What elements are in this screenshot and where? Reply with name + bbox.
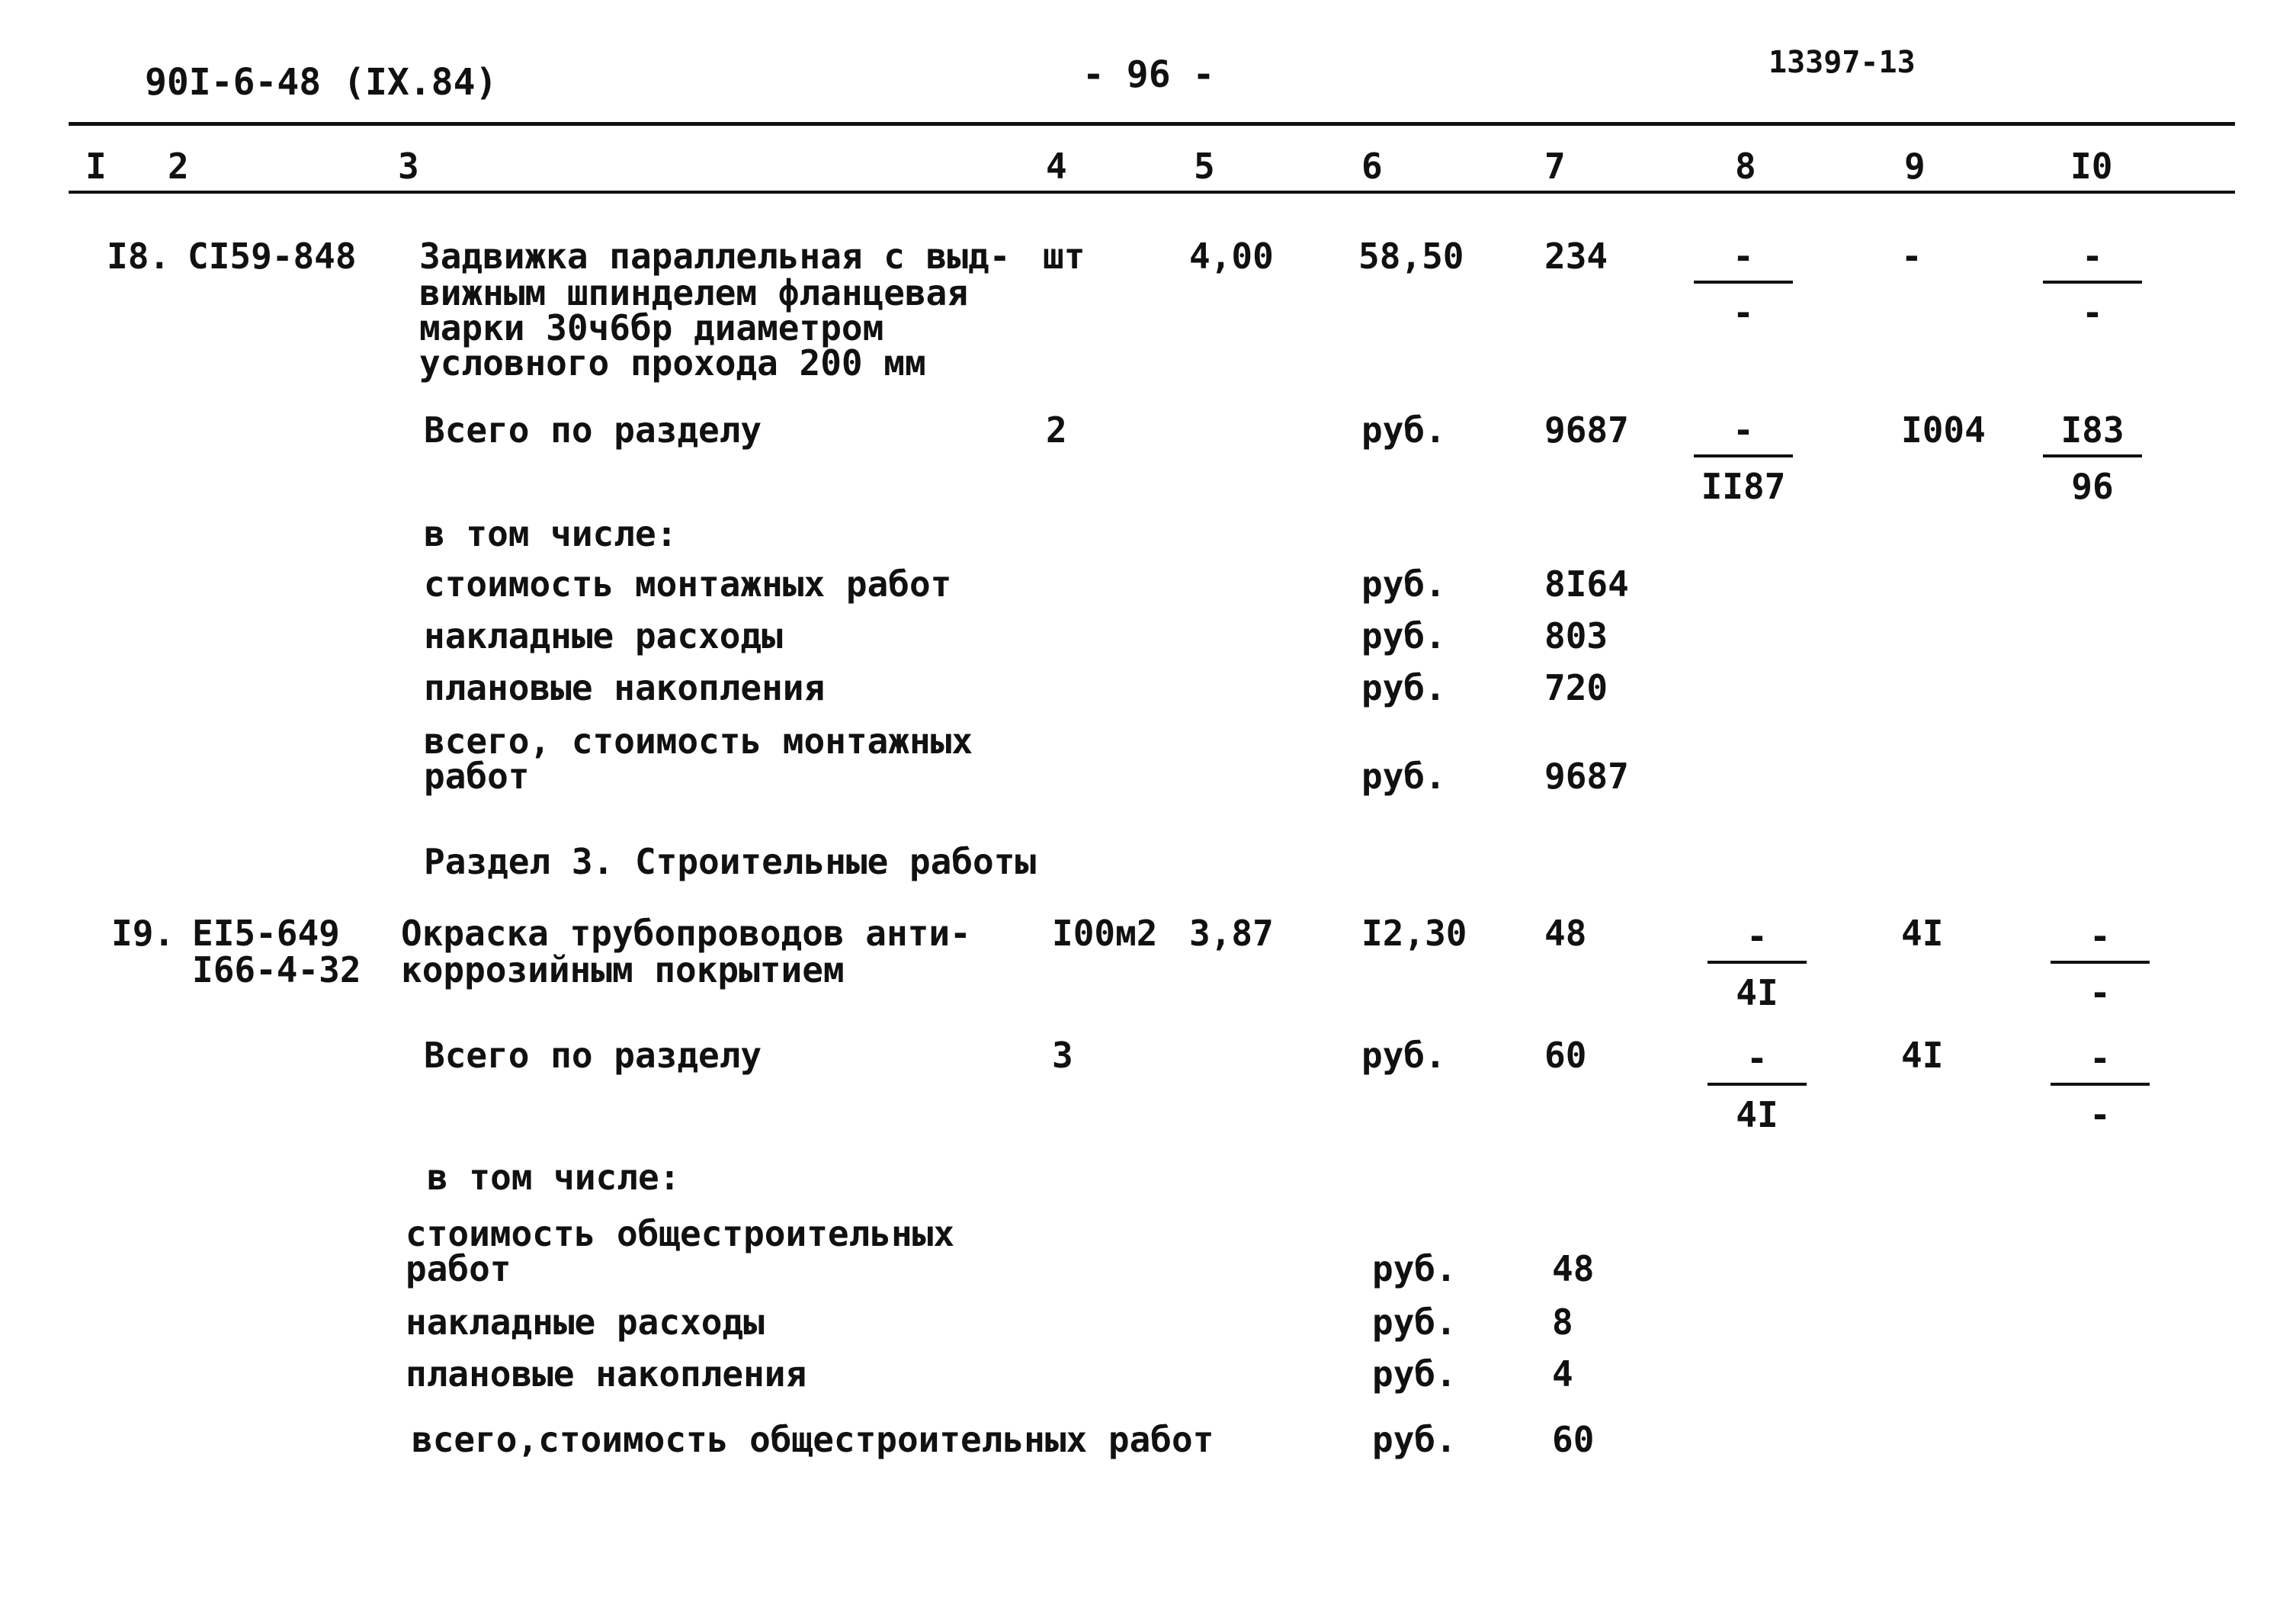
row-19-desc-line1: Окраска трубопроводов анти- [401,913,971,954]
document-code: 90I-6-48 (IX.84) [145,61,498,104]
section-3-col8-denominator: 4I [1736,1094,1778,1135]
row-18-col8-denominator: - [1733,292,1754,333]
section-3-grand-total-value: 60 [1552,1419,1595,1460]
section-3-item-1-label-line2: работ [406,1248,511,1289]
section-3-total-value: 60 [1544,1035,1587,1076]
row-18-unit: шт [1043,236,1085,277]
top-rule [69,122,2235,126]
column-number-1: I [85,146,107,187]
row-19-desc-line2: коррозийным покрытием [401,949,845,990]
section-2-col10-denominator: 96 [2071,466,2114,507]
row-19-unit: I00м2 [1052,913,1158,954]
section-3-col9: 4I [1901,1035,1944,1076]
column-number-2: 2 [168,146,189,187]
section-2-grand-total-label-line1: всего, стоимость монтажных [424,721,973,762]
section-2-item-2-value: 803 [1544,615,1608,656]
section-3-item-3-value: 4 [1552,1353,1573,1395]
row-18-desc-line4: условного прохода 200 мм [419,342,926,384]
section-2-item-3-value: 720 [1544,667,1608,708]
row-18-number: I8. [107,236,171,277]
section-3-number: 3 [1052,1035,1073,1076]
section-3-total-unit: руб. [1361,1035,1446,1076]
section-2-item-2-unit: руб. [1361,615,1446,656]
section-2-incl-heading: в том числе: [424,513,678,554]
row-18-unit-price: 58,50 [1358,236,1464,277]
section-2-item-1-unit: руб. [1361,563,1446,605]
fraction-bar [1708,1083,1807,1086]
row-18-desc-line1: Задвижка параллельная с выд- [419,236,1011,277]
section-2-total-label: Всего по разделу [424,409,762,451]
section-3-grand-total-label: всего,стоимость общестроительных работ [412,1419,1214,1460]
section-3-total-label: Всего по разделу [424,1035,762,1076]
row-19-col10-fraction [2051,918,2150,1011]
section-2-col9: I004 [1901,409,1986,451]
section-2-grand-total-unit: руб. [1361,756,1446,797]
row-18-col10-denominator: - [2082,292,2103,333]
section-3-col10-numerator: - [2089,1038,2111,1079]
section-3-col8-numerator: - [1746,1038,1768,1079]
row-18-col10-numerator: - [2082,236,2103,277]
row-19-col10-numerator: - [2089,916,2111,957]
column-number-9: 9 [1904,146,1926,187]
row-19-number: I9. [111,913,175,954]
section-2-col8-fraction [1694,409,1793,507]
row-19-code-line2: I66-4-32 [192,949,361,990]
section-3-item-2-value: 8 [1552,1302,1573,1343]
section-2-item-1-value: 8I64 [1544,563,1629,605]
section-3-col10-fraction [2051,1040,2150,1133]
row-19-col10-denominator: - [2089,972,2111,1013]
section-2-item-3-unit: руб. [1361,667,1446,708]
section-2-col10-numerator: I83 [2060,409,2124,451]
section-2-col10-fraction [2043,409,2142,507]
section-2-total-value: 9687 [1544,409,1629,451]
section-3-col10-denominator: - [2089,1094,2111,1135]
section-2-grand-total-value: 9687 [1544,756,1629,797]
row-18-desc-line3: марки 30ч6бр диаметром [419,307,884,348]
row-18-desc-line2: вижным шпинделем фланцевая [419,272,969,313]
fraction-bar [1708,961,1807,964]
column-number-10: I0 [2070,146,2113,187]
column-number-6: 6 [1361,146,1383,187]
section-2-item-3-label: плановые накопления [424,667,826,708]
row-19-col8-denominator: 4I [1736,972,1778,1013]
row-19-total: 48 [1544,913,1587,954]
column-number-8: 8 [1735,146,1756,187]
page-number: - 96 - [1082,53,1215,96]
section-2-number: 2 [1046,409,1067,451]
section-3-item-2-label: накладные расходы [406,1302,765,1343]
fraction-bar [2043,281,2142,284]
row-18-col9: - [1901,236,1922,277]
section-2-item-2-label: накладные расходы [424,615,783,656]
section-3-item-1-label-line1: стоимость общестроительных [406,1213,955,1254]
section-3-col8-fraction [1708,1040,1807,1133]
section-2-col8-numerator: - [1733,409,1754,451]
row-18-quantity: 4,00 [1189,236,1274,277]
fraction-bar [2051,1083,2150,1086]
fraction-bar [1694,454,1793,457]
row-18-col8-fraction [1694,238,1793,331]
row-19-col9: 4I [1901,913,1944,954]
section-3-item-1-value: 48 [1552,1248,1595,1289]
row-18-col8-numerator: - [1733,236,1754,277]
column-number-5: 5 [1194,146,1215,187]
row-19-unit-price: I2,30 [1361,913,1467,954]
section-3-item-2-unit: руб. [1372,1302,1457,1343]
section-3-incl-heading: в том числе: [427,1157,681,1198]
sheet-code: 13397-13 [1768,45,1916,80]
header-rule [69,191,2235,194]
section-3-item-3-unit: руб. [1372,1353,1457,1395]
section-3-grand-total-unit: руб. [1372,1419,1457,1460]
section-2-col8-denominator: II87 [1701,466,1786,507]
row-18-code: CI59-848 [188,236,357,277]
row-18-total: 234 [1544,236,1608,277]
fraction-bar [1694,281,1793,284]
section-3-title: Раздел 3. Строительные работы [424,841,1037,882]
row-18-col10-fraction [2043,238,2142,331]
column-number-3: 3 [398,146,419,187]
column-number-4: 4 [1046,146,1067,187]
section-2-grand-total-label-line2: работ [424,756,530,797]
section-3-item-3-label: плановые накопления [406,1353,807,1395]
column-number-7: 7 [1544,146,1566,187]
fraction-bar [2043,454,2142,457]
row-19-quantity: 3,87 [1189,913,1274,954]
section-3-item-1-unit: руб. [1372,1248,1457,1289]
fraction-bar [2051,961,2150,964]
row-19-code-line1: EI5-649 [192,913,340,954]
row-19-col8-fraction [1708,918,1807,1011]
row-19-col8-numerator: - [1746,916,1768,957]
section-2-total-unit: руб. [1361,409,1446,451]
section-2-item-1-label: стоимость монтажных работ [424,563,952,605]
